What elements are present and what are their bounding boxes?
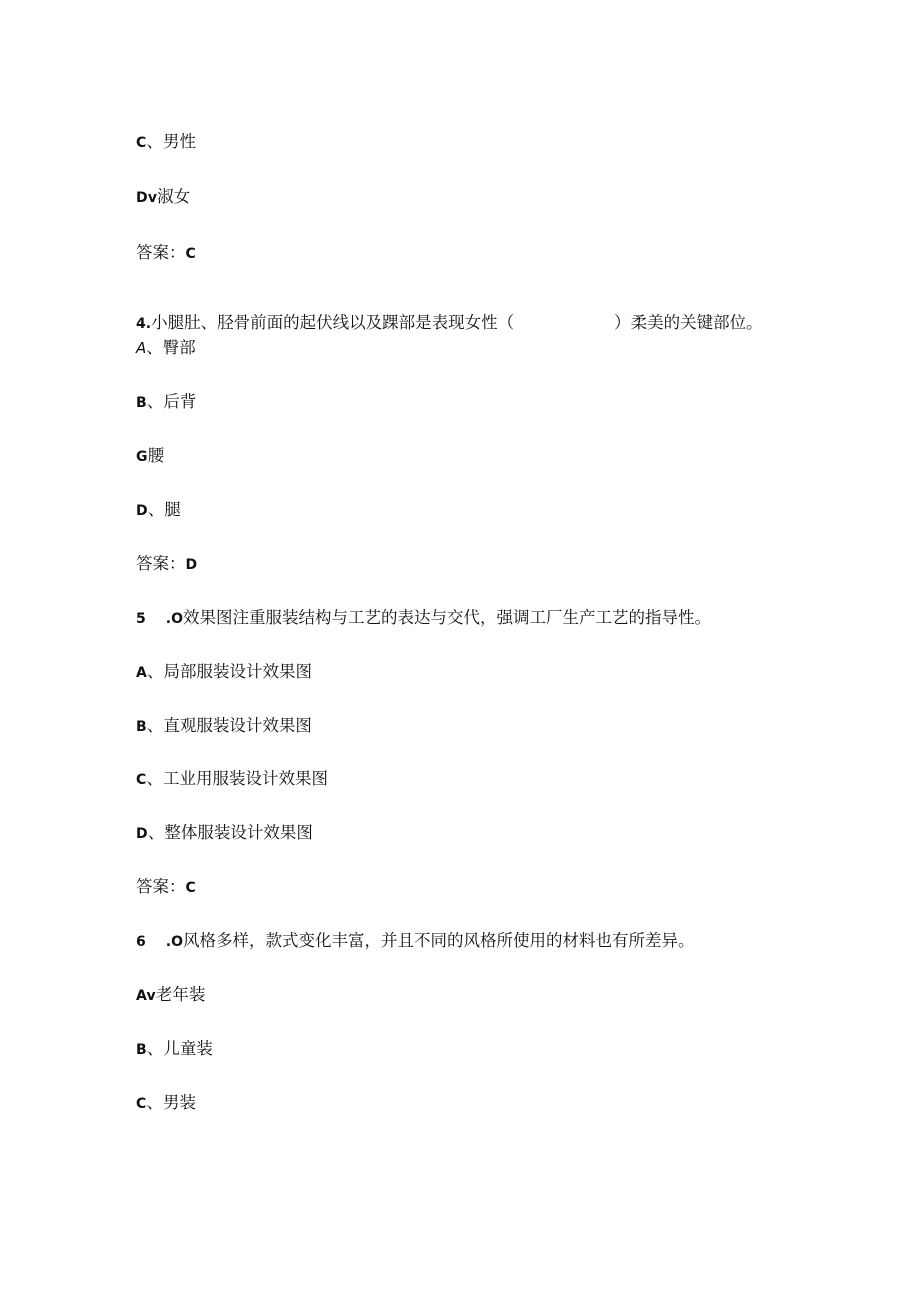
q3-option-d: [136, 186, 190, 209]
option-label: A: [136, 665, 148, 681]
option-label: B: [136, 395, 147, 411]
question-text-after: ）柔美的关键部位。: [614, 313, 763, 332]
option-text: 老年装: [155, 985, 206, 1004]
option-text: 直观服装设计效果图: [163, 716, 312, 735]
option-label: D: [136, 503, 148, 519]
option-label: Dv: [136, 190, 158, 206]
q4-option-a: [136, 337, 196, 359]
q4-option-d: [136, 499, 181, 522]
option-separator: 、: [147, 662, 164, 681]
q5-option-c: [136, 768, 328, 791]
option-separator: 、: [146, 392, 164, 411]
q6-question: [136, 930, 694, 953]
option-text: 腰: [147, 446, 165, 465]
answer-value: C: [185, 246, 196, 262]
question-number: 6: [136, 934, 146, 950]
answer-value: D: [185, 557, 198, 573]
option-separator: 、: [147, 500, 165, 519]
q5-answer: [136, 876, 196, 899]
answer-value: C: [185, 880, 196, 896]
question-text-before: 小腿肚、胫骨前面的起伏线以及踝部是表现女性（: [151, 313, 515, 332]
option-separator: 、: [146, 769, 163, 788]
option-label: C: [136, 772, 147, 788]
option-separator: 、: [146, 338, 163, 357]
option-separator: 、: [146, 1093, 163, 1112]
option-label: C: [136, 135, 147, 151]
option-label: B: [136, 1042, 147, 1058]
option-text: 儿童装: [163, 1039, 213, 1058]
question-marker: .O: [165, 611, 183, 627]
option-separator: 、: [147, 823, 165, 842]
q5-option-a: [136, 661, 312, 684]
q4-option-b: [136, 391, 196, 414]
q6-option-b: [136, 1038, 213, 1061]
option-separator: 、: [146, 716, 164, 735]
q3-answer: [136, 242, 196, 265]
q6-option-a: [136, 984, 205, 1007]
question-text: 风格多样，款式变化丰富，并且不同的风格所使用的材料也有所差异。: [182, 931, 695, 950]
option-text: 整体服装设计效果图: [164, 823, 313, 842]
option-text: 男性: [162, 132, 196, 151]
q4-answer: [136, 553, 197, 576]
option-text: 后背: [163, 392, 197, 411]
q3-option-c: [136, 131, 196, 154]
answer-prefix: 答案：: [136, 877, 186, 896]
option-text: 淑女: [157, 187, 191, 206]
option-text: 工业用服装设计效果图: [162, 769, 328, 788]
question-text: 效果图注重服装结构与工艺的表达与交代，强调工厂生产工艺的指导性。: [182, 608, 711, 627]
option-text: 男装: [162, 1093, 196, 1112]
q4-question: [136, 312, 763, 335]
option-label: B: [136, 719, 147, 735]
option-label: Av: [136, 988, 156, 1004]
option-label: D: [136, 826, 148, 842]
q6-option-c: [136, 1092, 196, 1115]
option-text: 臀部: [162, 338, 196, 357]
option-text: 局部服装设计效果图: [163, 662, 313, 681]
option-text: 腿: [164, 500, 181, 519]
question-number: 5: [136, 611, 146, 627]
option-label: C: [136, 1096, 147, 1112]
option-separator: 、: [146, 1039, 164, 1058]
option-separator: 、: [146, 132, 163, 151]
q5-option-b: [136, 715, 312, 738]
q4-option-c: [136, 445, 164, 468]
question-marker: .O: [165, 934, 183, 950]
option-label: G: [136, 449, 148, 465]
question-number: 4.: [136, 316, 152, 332]
answer-prefix: 答案：: [136, 554, 186, 573]
q5-option-d: [136, 822, 313, 845]
option-label: A: [136, 339, 147, 357]
q5-question: [136, 607, 711, 630]
answer-prefix: 答案：: [136, 243, 186, 262]
